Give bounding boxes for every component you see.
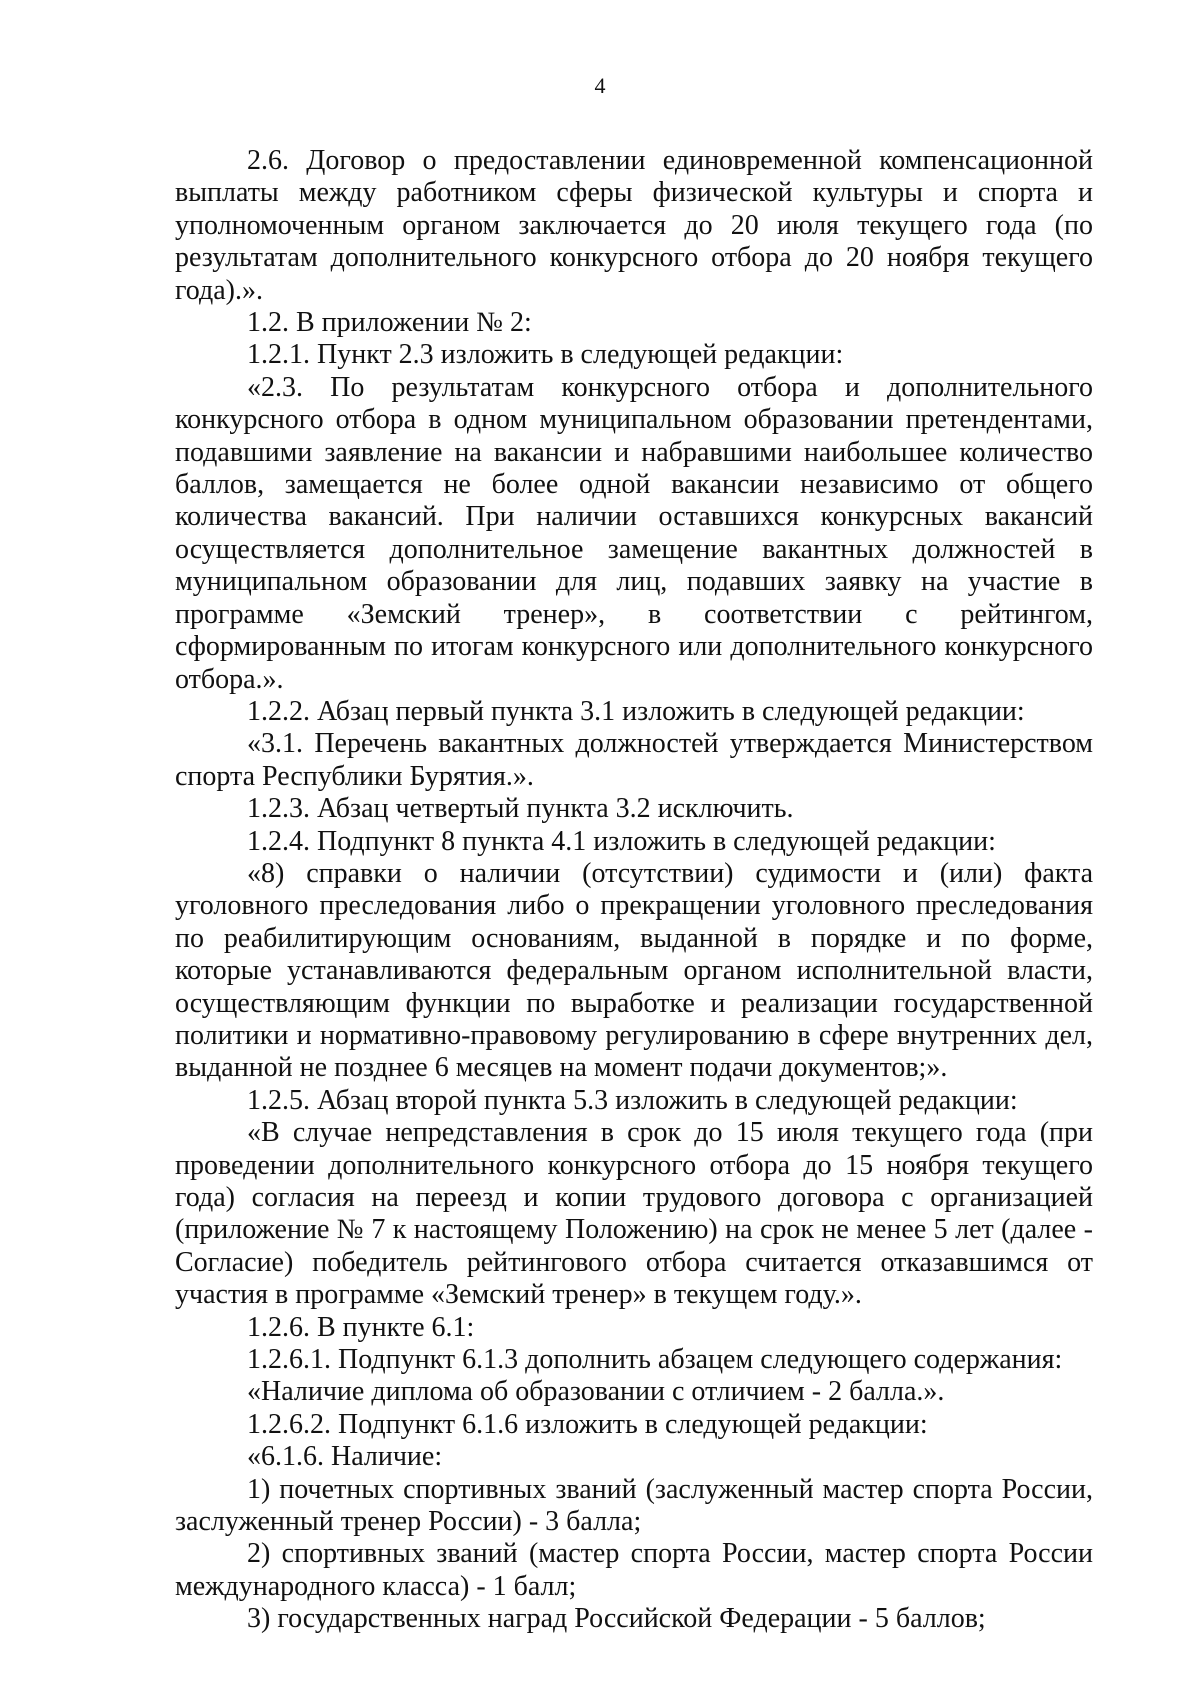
document-body	[175, 145, 1093, 1636]
paragraph-1-2-2: 1.2.2. Абзац первый пункта 3.1 изложить в следующей редакции:	[247, 695, 1025, 727]
paragraph-1-2-4: 1.2.4. Подпункт 8 пункта 4.1 изложить в следующей редакции:	[247, 825, 996, 857]
paragraph-quote-8: «8) справки о наличии (отсутствии) судимости и (или) факта уголовного преследования либо о прекращении уголовного преследования по реабилитирующим основаниям, выданной в порядке и по форме, которые устанавливаются федеральным органом исполнительной власти, осуществляющим функции по выработке и реализации государственной политики и нормативно-правовому регулированию в сфере внутренних дел, выданной не позднее 6 месяцев на момент подачи документов;».	[175, 857, 1093, 1084]
paragraph-quote-diploma: «Наличие диплома об образовании с отличием - 2 балла.».	[247, 1376, 945, 1408]
page-number: 4	[594, 73, 606, 98]
paragraph-2-6: 2.6. Договор о предоставлении единовременной компенсационной выплаты между работником сферы физической культуры и спорта и уполномоченным органом заключается до 20 июля текущего года (по результатам дополнительного конкурсного отбора до 20 ноября текущего года).».	[175, 145, 1093, 306]
paragraph-1-2-5: 1.2.5. Абзац второй пункта 5.3 изложить в следующей редакции:	[247, 1084, 1018, 1116]
paragraph-quote-5-3: «В случае непредставления в срок до 15 июля текущего года (при проведении дополнительного конкурсного отбора до 15 ноября текущего года) согласия на переезд и копии трудового договора с организацией (приложение № 7 к настоящему Положению) на срок не менее 5 лет (далее - Согласие) победитель рейтингового отбора считается отказавшимся от участия в программе «Земский тренер» в текущем году.».	[175, 1117, 1093, 1311]
list-item-1: 1) почетных спортивных званий (заслуженный мастер спорта России, заслуженный тренер России) - 3 балла;	[175, 1473, 1093, 1538]
paragraph-1-2: 1.2. В приложении № 2:	[247, 307, 532, 339]
paragraph-1-2-3: 1.2.3. Абзац четвертый пункта 3.2 исключить.	[247, 793, 794, 825]
paragraph-1-2-6-1: 1.2.6.1. Подпункт 6.1.3 дополнить абзацем следующего содержания:	[247, 1344, 1063, 1376]
list-item-3: 3) государственных наград Российской Федерации - 5 баллов;	[247, 1603, 986, 1635]
paragraph-1-2-6: 1.2.6. В пункте 6.1:	[247, 1311, 475, 1343]
paragraph-1-2-6-2: 1.2.6.2. Подпункт 6.1.6 изложить в следующей редакции:	[247, 1408, 928, 1440]
paragraph-quote-2-3: «2.3. По результатам конкурсного отбора и дополнительного конкурсного отбора в одном муниципальном образовании претендентами, подавшими заявление на вакансии и набравшими наибольшее количество баллов, замещается не более одной вакансии независимо от общего количества вакансий. При наличии оставшихся конкурсных вакансий осуществляется дополнительное замещение вакантных должностей в муниципальном образовании для лиц, подавших заявку на участие в программе «Земский тренер», в соответствии с рейтингом, сформированным по итогам конкурсного или дополнительного конкурсного отбора.».	[175, 371, 1093, 695]
paragraph-quote-6-1-6: «6.1.6. Наличие:	[247, 1441, 443, 1473]
list-item-2: 2) спортивных званий (мастер спорта России, мастер спорта России международного класса) - 1 балл;	[175, 1538, 1093, 1602]
paragraph-quote-3-1: «3.1. Перечень вакантных должностей утверждается Министерством спорта Республики Бурятия.».	[175, 728, 1093, 792]
paragraph-1-2-1: 1.2.1. Пункт 2.3 изложить в следующей редакции:	[247, 339, 844, 371]
